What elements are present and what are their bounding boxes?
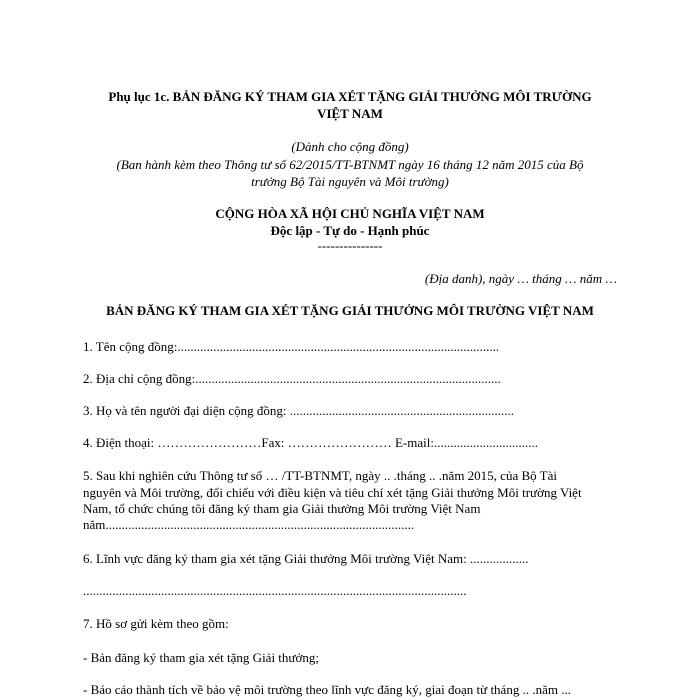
motto-underline: ---------------	[317, 238, 383, 253]
field-community-address: 2. Địa chỉ cộng đồng:..............................................................................................	[83, 371, 501, 386]
appendix-title-line2: VIỆT NAM	[317, 106, 383, 121]
field-contact: 4. Điện thoại: ……………………Fax: …………………… E-mail:................................	[83, 435, 538, 450]
field-5-line4: năm...............................................................................................	[83, 517, 415, 532]
appendix-title-line1: Phụ lục 1c. BẢN ĐĂNG KÝ THAM GIA XÉT TẶNG GIẢI THƯỞNG MÔI TRƯỜNG	[108, 89, 592, 104]
field-community-name: 1. Tên cộng đồng:...................................................................................................	[83, 339, 500, 354]
field-5-line2: nguyên và Môi trường, đối chiếu với điều kiện và tiêu chí xét tặng Giải thưởng Môi trường Việt	[83, 485, 582, 500]
national-title: CỘNG HÒA XÃ HỘI CHỦ NGHĨA VIỆT NAM	[215, 206, 485, 221]
place-date: (Địa danh), ngày … tháng … năm …	[424, 271, 617, 286]
audience-note: (Dành cho cộng đồng)	[291, 139, 409, 154]
field-7-item1: - Bản đăng ký tham gia xét tặng Giải thưởng;	[83, 650, 319, 665]
issuance-note-line2: trưởng Bộ Tài nguyên và Môi trường)	[251, 174, 449, 189]
form-title: BẢN ĐĂNG KÝ THAM GIA XÉT TẶNG GIẢI THƯỞNG MÔI TRƯỜNG VIỆT NAM	[106, 303, 594, 318]
field-5-line1: 5. Sau khi nghiên cứu Thông tư số … /TT-BTNMT, ngày .. .tháng .. .năm 2015, của Bộ Tài	[83, 468, 557, 483]
field-representative-name: 3. Họ và tên người đại diện cộng đồng: .....................................................................	[83, 403, 514, 418]
field-7-heading: 7. Hồ sơ gửi kèm theo gồm:	[83, 616, 229, 631]
field-7-item2: - Báo cáo thành tích về bảo vệ môi trường theo lĩnh vực đăng ký, giai đoạn từ tháng .. .năm ...	[83, 682, 571, 697]
motto: Độc lập - Tự do - Hạnh phúc	[270, 223, 430, 238]
issuance-note-line1: (Ban hành kèm theo Thông tư số 62/2015/TT-BTNMT ngày 16 tháng 12 năm 2015 của Bộ	[116, 157, 584, 172]
field-5-line3: Nam, tổ chức chúng tôi đăng ký tham gia Giải thưởng Môi trường Việt Nam	[83, 501, 481, 516]
field-6-line1: 6. Lĩnh vực đăng ký tham gia xét tặng Giải thưởng Môi trường Việt Nam: ..................	[83, 551, 529, 566]
field-6-line2: ......................................................................................................................	[83, 583, 467, 598]
